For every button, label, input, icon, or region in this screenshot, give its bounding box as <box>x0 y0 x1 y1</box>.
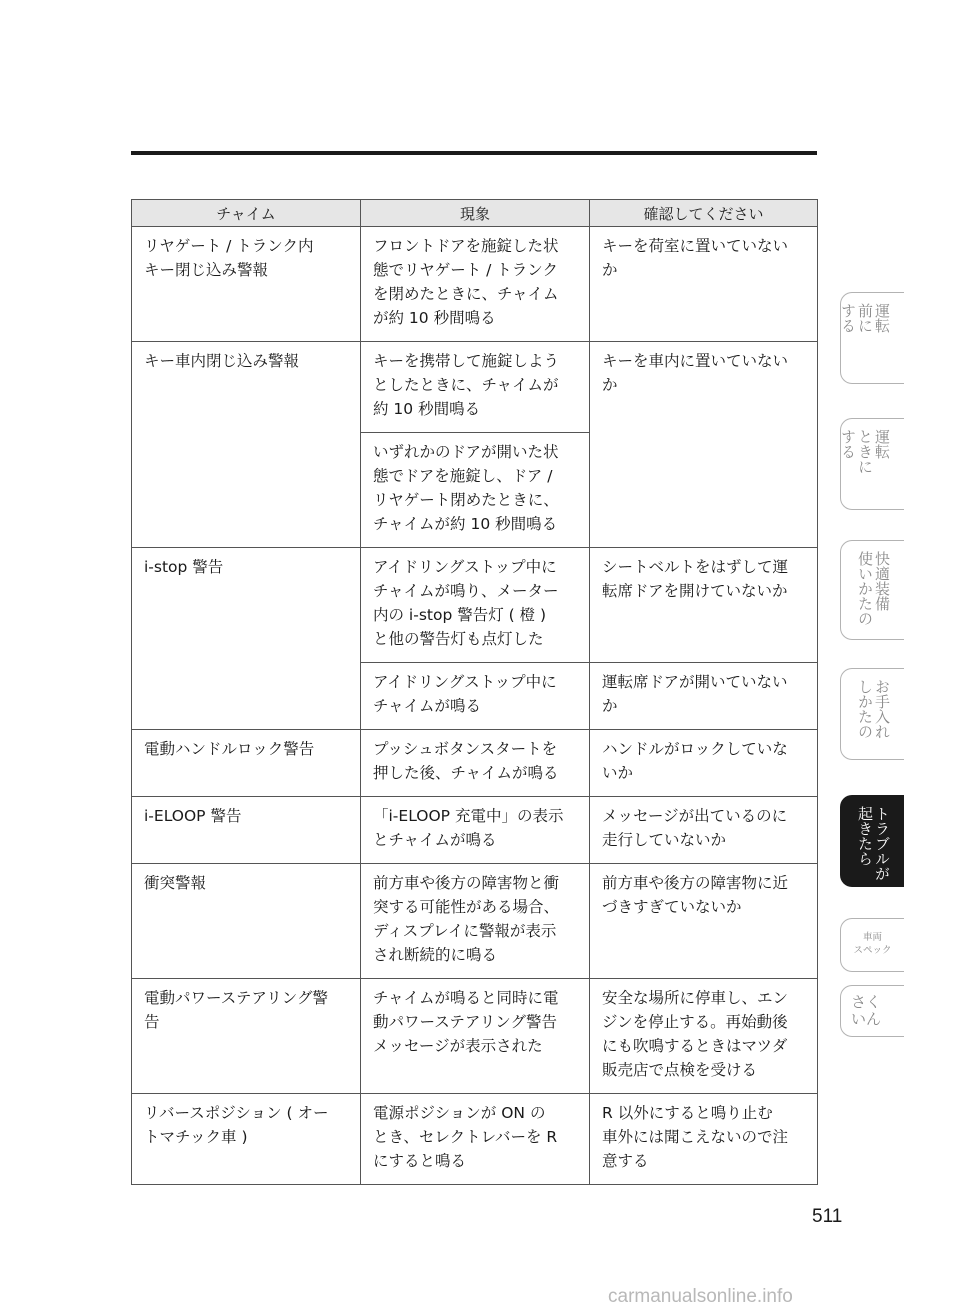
cell-phenomenon: いずれかのドアが開いた状 態でドアを施錠し、ドア / リヤゲート閉めたときに、 チャイムが約 10 秒間鳴る <box>361 433 590 548</box>
side-tab-while-driving[interactable] <box>840 418 904 510</box>
table-row <box>132 1094 818 1185</box>
cell-check: R 以外にすると鳴り止む 車外には聞こえないので注 意する <box>590 1094 818 1185</box>
side-tab-label: お手入れ しかたの <box>856 679 891 739</box>
cell-chime: キー車内閉じ込み警報 <box>132 342 361 548</box>
cell-chime: i-stop 警告 <box>132 548 361 730</box>
cell-chime: 衝突警報 <box>132 864 361 979</box>
side-tab-vehicle-specs[interactable] <box>840 918 904 972</box>
cell-check: ハンドルがロックしていな いか <box>590 730 818 797</box>
table-row <box>132 342 818 433</box>
table-row <box>132 979 818 1094</box>
table-row <box>132 548 818 663</box>
cell-phenomenon: チャイムが鳴ると同時に電 動パワーステアリング警告 メッセージが表示された <box>361 979 590 1094</box>
page-number: 511 <box>812 1206 843 1227</box>
cell-chime: 電動パワーステアリング警 告 <box>132 979 361 1094</box>
table-row <box>132 864 818 979</box>
cell-phenomenon: 前方車や後方の障害物と衝 突する可能性がある場合、 ディスプレイに警報が表示 され断続的に鳴る <box>361 864 590 979</box>
side-tab-before-driving[interactable] <box>840 292 904 384</box>
side-tab-comfort-features[interactable] <box>840 540 904 640</box>
side-tab-label: 運転 ときに する <box>839 429 891 474</box>
cell-check: 運転席ドアが開いていない か <box>590 663 818 730</box>
table-row <box>132 797 818 864</box>
top-rule <box>131 151 817 155</box>
cell-phenomenon: 「i-ELOOP 充電中」の表示 とチャイムが鳴る <box>361 797 590 864</box>
cell-check: 前方車や後方の障害物に近 づきすぎていないか <box>590 864 818 979</box>
cell-phenomenon: 電源ポジションが ON の とき、セレクトレバーを R にすると鳴る <box>361 1094 590 1185</box>
side-tab-label: 快適装備 使いかたの <box>856 551 891 626</box>
side-tab-maintenance[interactable] <box>840 668 904 760</box>
side-tab-label: トラブルが 起きたら <box>856 806 891 881</box>
side-tab-label: 運転 前に する <box>839 303 891 333</box>
cell-phenomenon: キーを携帯して施錠しよう としたときに、チャイムが 約 10 秒間鳴る <box>361 342 590 433</box>
cell-phenomenon: アイドリングストップ中に チャイムが鳴る <box>361 663 590 730</box>
cell-check: キーを車内に置いていない か <box>590 342 818 548</box>
header-phenomenon: 現象 <box>361 200 590 227</box>
cell-phenomenon: アイドリングストップ中に チャイムが鳴り、メーター 内の i-stop 警告灯 ( 橙 ) と他の警告灯も点灯した <box>361 548 590 663</box>
cell-check: シートベルトをはずして運 転席ドアを開けていないか <box>590 548 818 663</box>
watermark: carmanualsonline.info <box>608 1286 793 1307</box>
table-row <box>132 227 818 342</box>
header-check: 確認してください <box>590 200 818 227</box>
side-tab-troubleshooting[interactable] <box>840 795 904 887</box>
cell-check: メッセージが出ているのに 走行していないか <box>590 797 818 864</box>
table-header-row <box>132 200 818 227</box>
cell-chime: 電動ハンドルロック警告 <box>132 730 361 797</box>
chime-table <box>131 199 818 1185</box>
cell-chime: i-ELOOP 警告 <box>132 797 361 864</box>
header-chime: チャイム <box>132 200 361 227</box>
side-tab-label: さく いん <box>851 993 882 1028</box>
cell-chime: リヤゲート / トランク内 キー閉じ込み警報 <box>132 227 361 342</box>
table-row <box>132 730 818 797</box>
cell-check: 安全な場所に停車し、エン ジンを停止する。再始動後 にも吹鳴するときはマツダ 販売店で点検を受ける <box>590 979 818 1094</box>
side-tab-label: 車両 スペック <box>853 932 892 956</box>
cell-phenomenon: プッシュボタンスタートを 押した後、チャイムが鳴る <box>361 730 590 797</box>
cell-check: キーを荷室に置いていない か <box>590 227 818 342</box>
side-tab-index[interactable] <box>840 985 904 1037</box>
cell-chime: リバースポジション ( オー トマチック車 ) <box>132 1094 361 1185</box>
cell-phenomenon: フロントドアを施錠した状 態でリヤゲート / トランク を閉めたときに、チャイム が約 10 秒間鳴る <box>361 227 590 342</box>
